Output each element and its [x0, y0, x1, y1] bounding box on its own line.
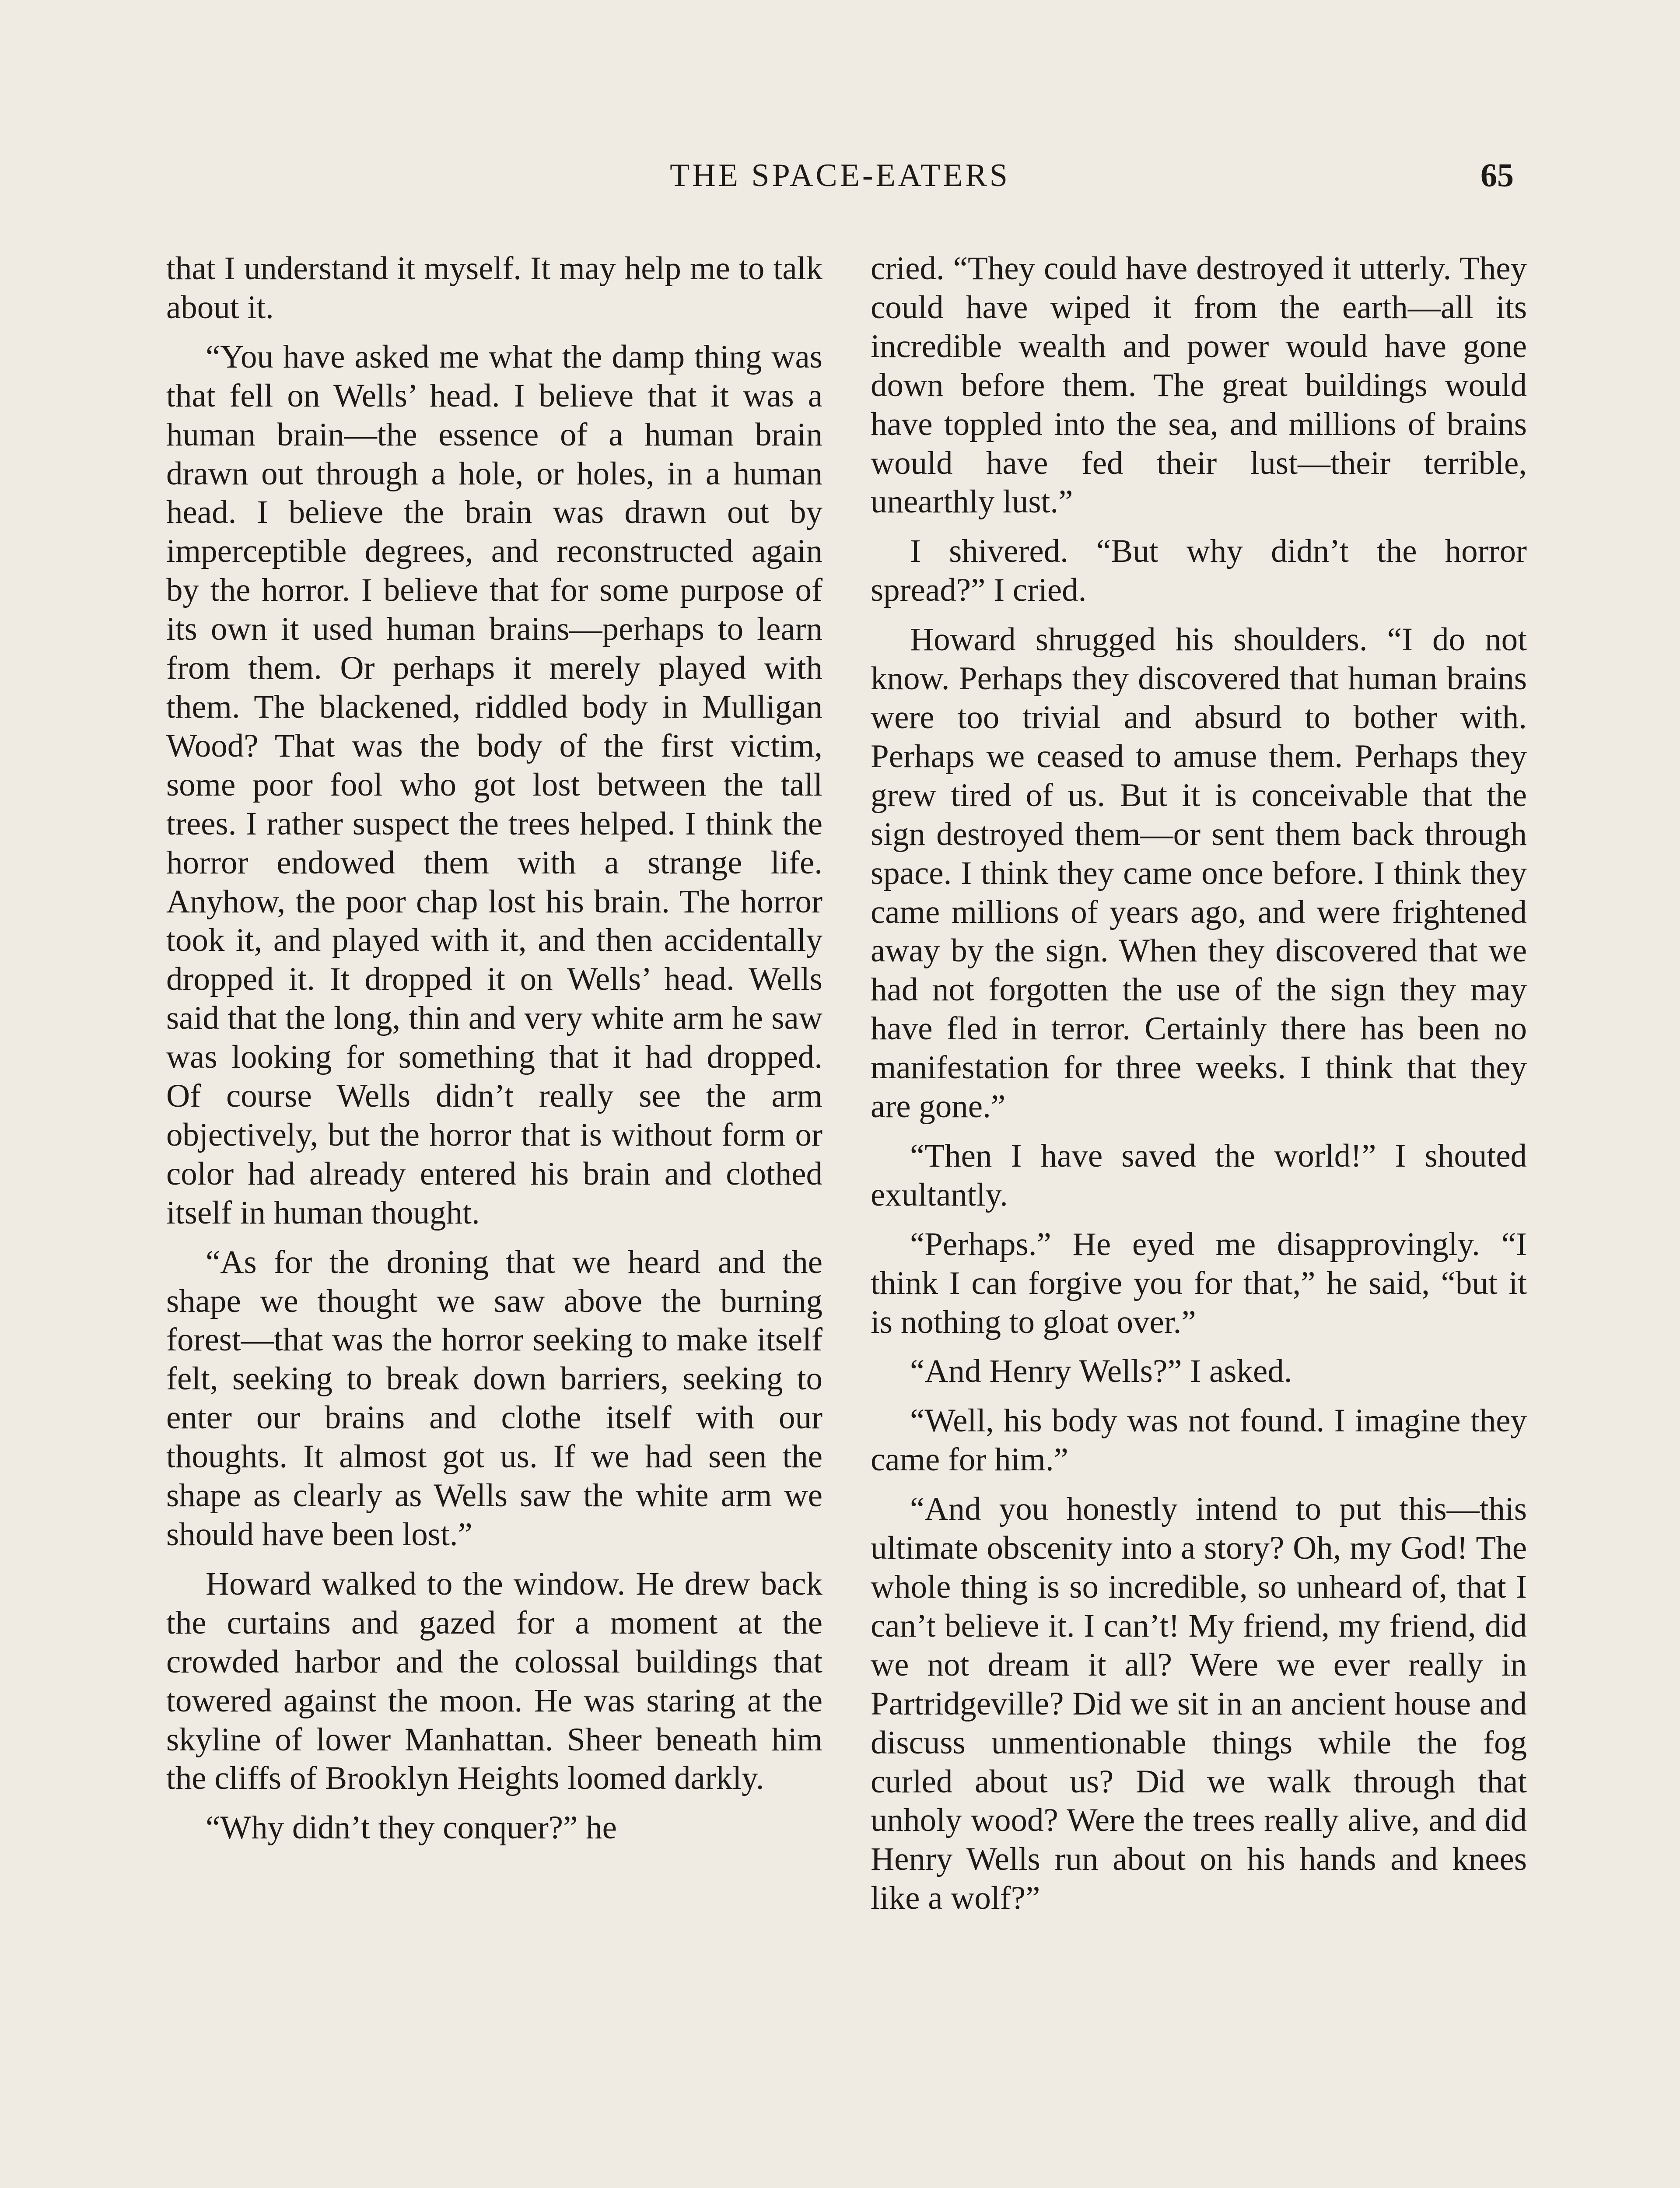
right-column: [871, 249, 1527, 2188]
paragraph: “Why didn’t they conquer?” he: [206, 1809, 617, 1846]
page-number: 65: [1480, 157, 1514, 194]
paragraph: “And you honestly intend to put this—this ultimate obscenity into a story? Oh, my God! The whole thing is so incredible, so unheard of, that I can’t believe it. I can’t! My friend, my friend, did we not dream it all? Were we ever really in Partridgeville? Did we sit in an ancient house and discuss unmentionable things while the fog curled about us? Did we walk through that unholy wood? Were the trees really alive, and did Henry Wells run about on his hands and knees like a wolf?”: [871, 1491, 1527, 1917]
running-title: THE SPACE-EATERS: [670, 158, 1010, 193]
paragraph: “Perhaps.” He eyed me disapprovingly. “I think I can forgive you for that,” he said, “but it is nothing to gloat over.”: [871, 1226, 1527, 1340]
paragraph: I shivered. “But why didn’t the horror spread?” I cried.: [871, 533, 1527, 609]
paragraph: Howard walked to the window. He drew back the curtains and gazed for a moment at the crowded harbor and the colossal buildings that towered against the moon. He was staring at the skyline of lower Manhattan. Sheer beneath him the cliffs of Brooklyn Heights loomed darkly.: [166, 1565, 822, 1797]
paragraph: cried. “They could have destroyed it utterly. They could have wiped it from the earth—all its incredible wealth and power would have gone down before them. The great buildings would have toppled into the sea, and millions of brains would have fed their lust—their terrible, unearthly lust.”: [871, 250, 1527, 520]
running-header: [162, 156, 1518, 195]
paragraph: Howard shrugged his shoulders. “I do not know. Perhaps they discovered that human brains were too trivial and absurd to bother with. Perhaps we ceased to amuse them. Perhaps they grew tired of us. But it is conceivable that the sign destroyed them—or sent them back through space. I think they came once before. I think they came millions of years ago, and were frightened away by the sign. When they discovered that we had not forgotten the use of the sign they may have fled in terror. Certainly there has been no manifestation for three weeks. I think that they are gone.”: [871, 621, 1527, 1125]
paragraph: that I understand it myself. It may help me to talk about it.: [166, 250, 822, 326]
paragraph: “And Henry Wells?” I asked.: [910, 1353, 1292, 1390]
paragraph: “Well, his body was not found. I imagine they came for him.”: [871, 1403, 1527, 1478]
paragraph: “Then I have saved the world!” I shouted exultantly.: [871, 1137, 1527, 1213]
paragraph: “You have asked me what the damp thing was that fell on Wells’ head. I believe that it was a human brain—the essence of a human brain drawn out through a hole, or holes, in a human head. I believe the brain was drawn out by imperceptible degrees, and reconstructed again by the horror. I believe that for some purpose of its own it used human brains—perhaps to learn from them. Or perhaps it merely played with them. The blackened, riddled body in Mulligan Wood? That was the body of the first victim, some poor fool who got lost between the tall trees. I rather suspect the trees helped. I think the horror endowed them with a strange life. Anyhow, the poor chap lost his brain. The horror took it, and played with it, and then accidentally dropped it. It dropped it on Wells’ head. Wells said that the long, thin and very white arm he saw was looking for something that it had dropped. Of course Wells didn’t really see the arm objectively, but the horror that is without form or color had already entered his brain and clothed itself in human thought.: [166, 338, 822, 1231]
left-column: [166, 249, 822, 2188]
paragraph: “As for the droning that we heard and the shape we thought we saw above the burning forest—that was the horror seeking to make itself felt, seeking to break down barriers, seeking to enter our brains and clothe itself with our thoughts. It almost got us. If we had seen the shape as clearly as Wells saw the white arm we should have been lost.”: [166, 1244, 822, 1553]
